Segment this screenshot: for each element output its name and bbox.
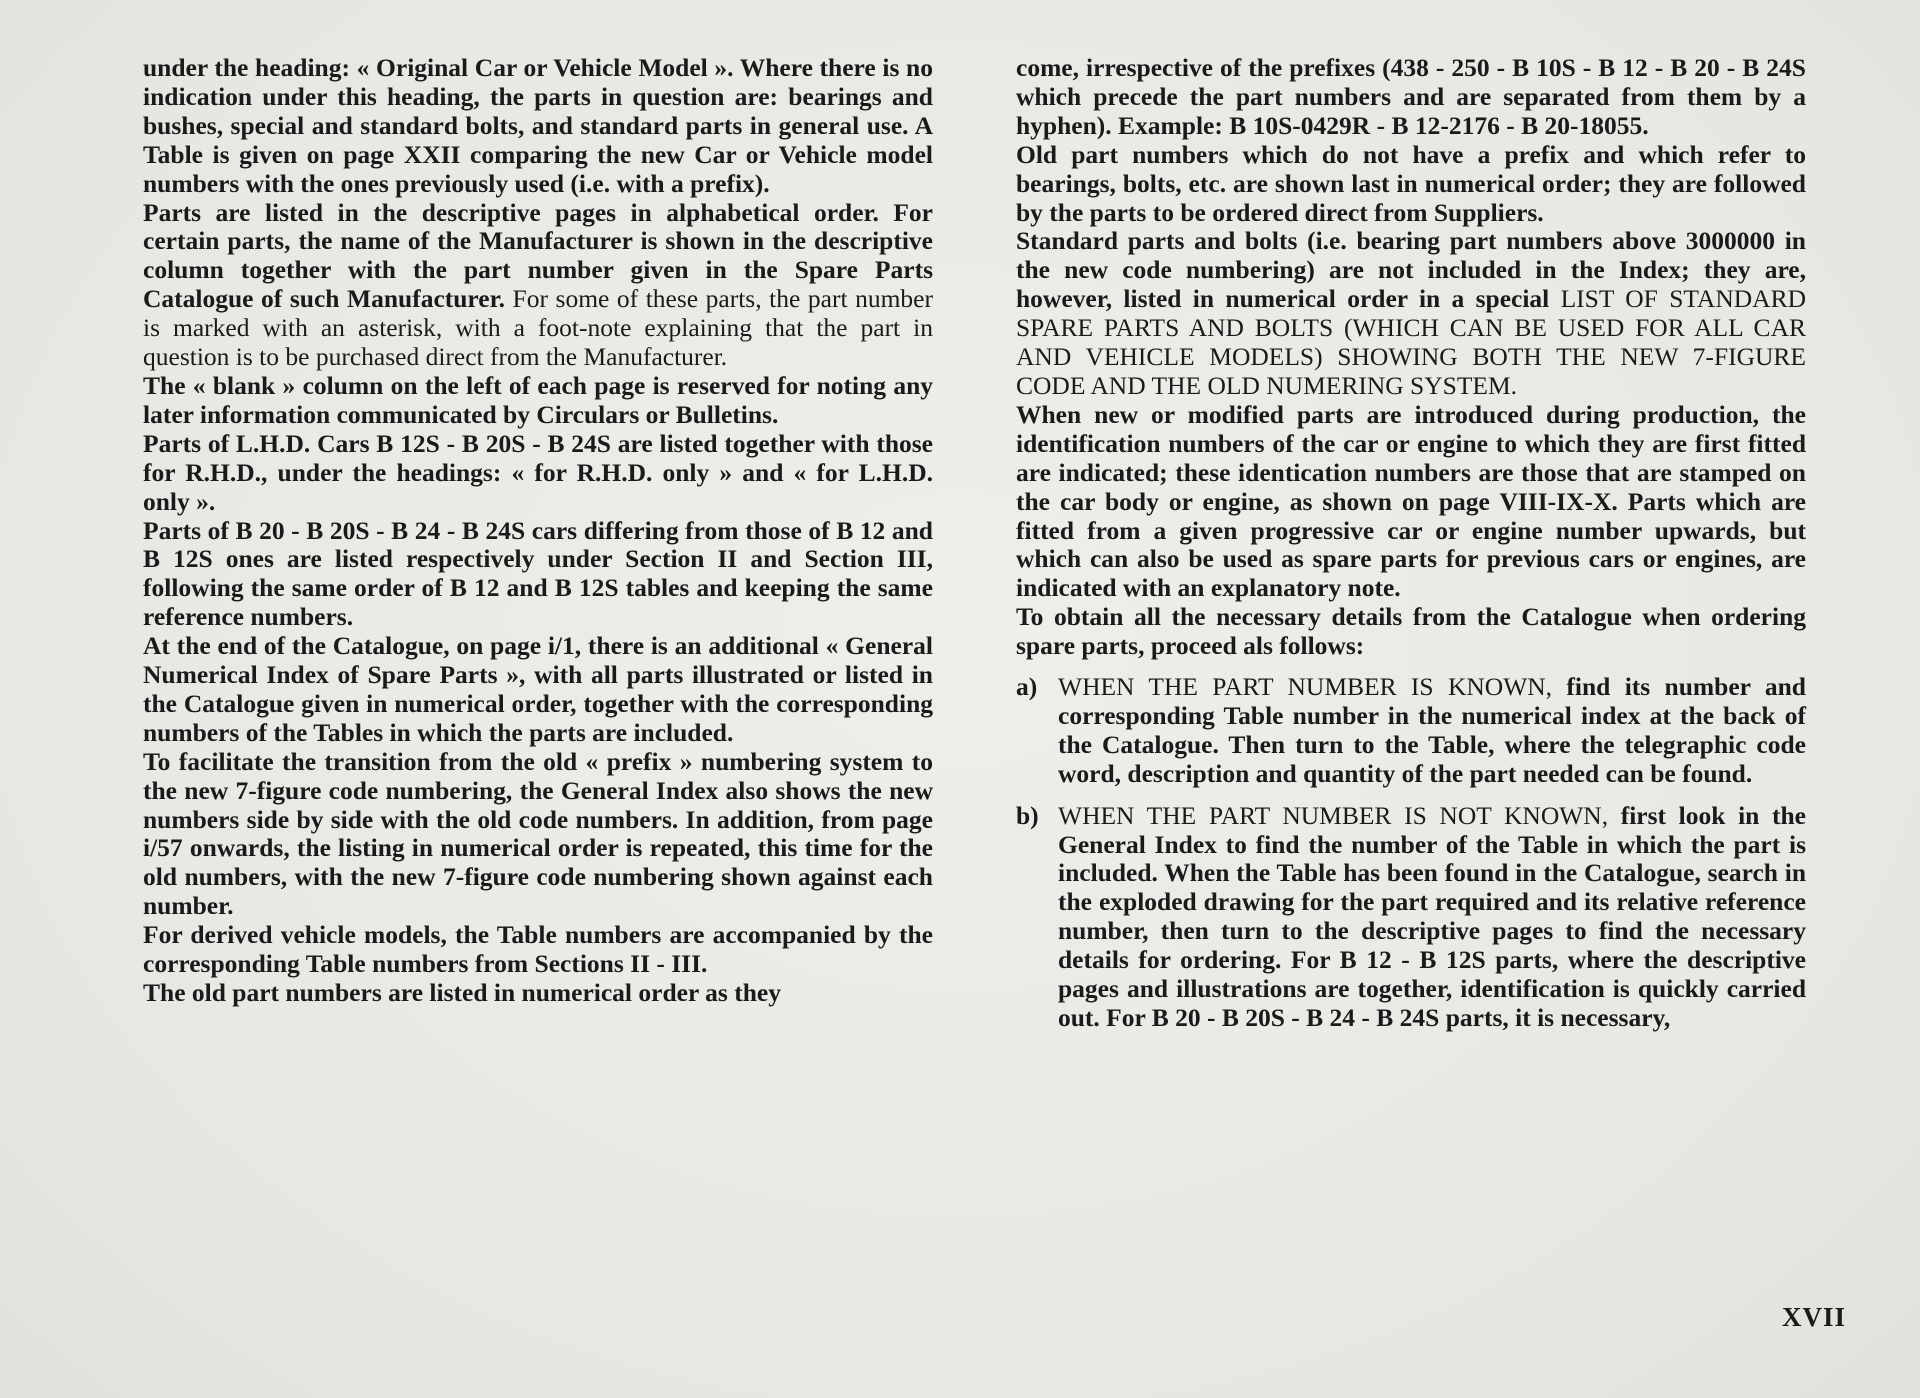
ordering-instructions-list <box>1016 673 1806 1033</box>
paragraph <box>1016 227 1806 400</box>
text-run: LIST OF STANDARD SPARE PARTS AND BOLTS (WHICH CAN BE USED FOR ALL CAR AND VEHICLE MODELS) SHOWING BOTH THE NEW 7-FIGURE CODE AND THE OLD NUMERING SYSTEM. <box>1016 284 1806 400</box>
paragraph <box>143 430 933 517</box>
paragraph <box>1016 603 1806 661</box>
paragraph <box>143 979 933 1008</box>
text-run: To obtain all the necessary details from the Catalogue when ordering spare parts, proceed als follows: <box>1016 602 1806 661</box>
text-run: WHEN THE PART NUMBER IS KNOWN, <box>1058 672 1553 702</box>
paragraph <box>143 199 933 372</box>
text-run: Parts are listed in the descriptive pages in alphabetical order. For certain parts, the name of the Manufacturer is shown in the descriptive column together with the part number given in the Spare Parts Catalogue of such Manufacturer. <box>143 197 933 314</box>
paragraph <box>143 632 933 748</box>
paragraph <box>143 54 933 199</box>
text-run: The « blank » column on the left of each page is reserved for noting any later information communicated by Circulars or Bulletins. <box>143 370 933 429</box>
text-run: Parts of B 20 - B 20S - B 24 - B 24S cars differing from those of B 12 and B 12S ones are listed respectively under Section II and Section III, following the same order of B 12 and B 12S tables and keeping the same reference numbers. <box>143 515 933 632</box>
text-run: The old part numbers are listed in numerical order as they <box>143 978 781 1007</box>
text-run: WHEN THE PART NUMBER IS NOT KNOWN, <box>1058 800 1609 830</box>
paragraph <box>143 517 933 633</box>
list-item-text <box>1058 673 1806 789</box>
text-run: When new or modified parts are introduced during production, the identification numbers of the car or engine to which they are first fitted are indicated; these identication numbers are those that are stamped on the car body or engine, as shown on page VIII-IX-X. Parts which are fitted from a given progressive car or engine number upwards, but which can also be used as spare parts for previous cars or engines, are indicated with an explanatory note. <box>1016 399 1806 603</box>
text-run: Standard parts and bolts (i.e. bearing part numbers above 3000000 in the new code numbering) are not included in the Index; they are, however, listed in numerical order in a special <box>1016 226 1806 314</box>
list-marker: a) <box>1016 672 1038 702</box>
text-run: At the end of the Catalogue, on page i/1, there is an additional « General Numerical Index of Spare Parts », with all parts illustrated or listed in the Catalogue given in numerical order, together with the corresponding numbers of the Tables in which the parts are included. <box>143 631 933 747</box>
text-run: Parts of L.H.D. Cars B 12S - B 20S - B 24S are listed together with those for R.H.D., under the headings: « for R.H.D. only » and « for L.H.D. only ». <box>143 428 933 516</box>
text-run: come, irrespective of the prefixes (438 - 250 - B 10S - B 12 - B 20 - B 24S which precede the part numbers and are separated from them by a hyphen). Example: B 10S-0429R - B 12-2176 - B 20-18055. <box>1016 53 1806 140</box>
text-run: find its number and corresponding Table number in the numerical index at the back of the Catalogue. Then turn to the Table, where the telegraphic code word, description and quantity of the part needed can be found. <box>1058 672 1806 788</box>
paragraph <box>1016 401 1806 603</box>
list-item <box>1016 802 1806 1033</box>
list-item-text <box>1058 802 1806 1033</box>
list-marker: b) <box>1016 800 1039 830</box>
paragraph <box>143 921 933 979</box>
text-run: first look in the General Index to find the number of the Table in which the part is included. When the Table has been found in the Catalogue, search in the exploded drawing for the part required and its relative reference number, then turn to the descriptive pages to find the necessary details for ordering. For B 12 - B 12S parts, where the descriptive pages and illustrations are together, identification is quickly carried out. For B 20 - B 20S - B 24 - B 24S parts, it is necessary, <box>1058 800 1806 1032</box>
text-run: For some of these parts, the part number is marked with an asterisk, with a foot-note explaining that the part in question is to be purchased direct from the Manufacturer. <box>143 284 933 372</box>
list-item <box>1016 673 1806 789</box>
text-run: Old part numbers which do not have a prefix and which refer to bearings, bolts, etc. are shown last in numerical order; they are followed by the parts to be ordered direct from Suppliers. <box>1016 139 1806 227</box>
text-run: under the heading: « Original Car or Vehicle Model ». Where there is no indication under this heading, the parts in question are: bearings and bushes, special and standard bolts, and standard parts in general use. A Table is given on page XXII comparing the new Car or Vehicle model numbers with the ones previously used (i.e. with a prefix). <box>143 53 933 198</box>
page-number: XVII <box>1781 1302 1846 1332</box>
paragraph <box>1016 141 1806 228</box>
text-run: To facilitate the transition from the old « prefix » numbering system to the new 7-figure code numbering, the General Index also shows the new numbers side by side with the old code numbers. In addition, from page i/57 onwards, the listing in numerical order is repeated, this time for the old numbers, with the new 7-figure code numbering shown against each number. <box>143 746 933 921</box>
paragraph <box>143 748 933 921</box>
paragraph <box>143 372 933 430</box>
left-column <box>143 54 933 1008</box>
paragraph <box>1016 54 1806 141</box>
right-column <box>1016 54 1806 1046</box>
text-run: For derived vehicle models, the Table numbers are accompanied by the corresponding Table numbers from Sections II - III. <box>143 920 933 979</box>
